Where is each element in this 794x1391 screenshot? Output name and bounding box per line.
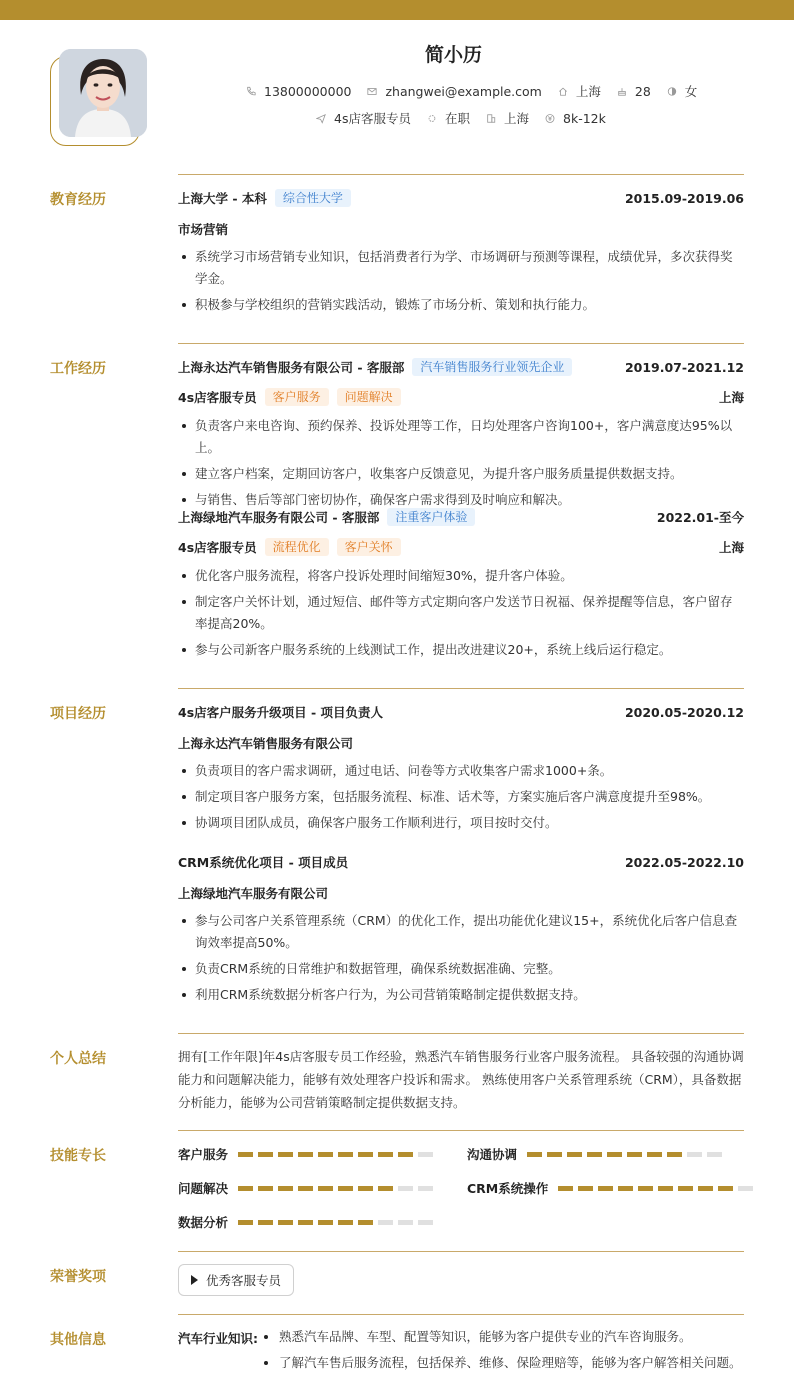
- skill-segment: [418, 1220, 433, 1225]
- award-name: 优秀客服专员: [206, 1273, 282, 1288]
- skill-name: 问题解决: [178, 1181, 229, 1196]
- skill-segment: [278, 1152, 293, 1157]
- project-2-bullets: [178, 910, 744, 1010]
- skill-level-bar: [238, 1220, 438, 1225]
- skill-segment: [378, 1152, 393, 1157]
- skill-segment: [278, 1220, 293, 1225]
- skill-segment: [627, 1152, 642, 1157]
- skill-item: [178, 1213, 438, 1231]
- project-name: 4s店客户服务升级项目 - 项目负责人: [178, 705, 384, 720]
- mail-icon: [367, 86, 377, 96]
- target-city-item: [486, 109, 529, 127]
- skill-segment: [278, 1186, 293, 1191]
- skill-name: CRM系统操作: [467, 1181, 549, 1196]
- skill-level-bar: [527, 1152, 727, 1157]
- skill-level-bar: [558, 1186, 758, 1191]
- section-title-summary: 个人总结: [50, 1051, 106, 1067]
- list-item: 系统学习市场营销专业知识，包括消费者行为学、市场调研与预测等课程，成绩优异，多次获得奖学金。: [178, 246, 744, 290]
- project-date: 2020.05-2020.12: [624, 704, 744, 720]
- skill-item: [178, 1179, 438, 1197]
- project-date: 2022.05-2022.10: [624, 854, 744, 870]
- list-item: 了解汽车售后服务流程，包括保养、维修、保险理赔等，能够为客户解答相关问题。: [262, 1352, 752, 1374]
- section-title-skills: 技能专长: [50, 1148, 106, 1164]
- skill-segment: [238, 1152, 253, 1157]
- education-date: 2015.09-2019.06: [624, 190, 744, 206]
- company-tag: 汽车销售服务行业领先企业: [412, 358, 572, 376]
- skill-segment: [398, 1152, 413, 1157]
- section-title-education: 教育经历: [50, 192, 106, 208]
- school-tag: 综合性大学: [275, 189, 351, 207]
- phone-text: 13800000000: [264, 83, 352, 99]
- phone-item: [246, 84, 351, 99]
- skill-item: [178, 1145, 438, 1163]
- age-item: [617, 84, 651, 99]
- work-1-role: [178, 388, 744, 406]
- skill-segment: [258, 1152, 273, 1157]
- list-item: 制定项目客户服务方案，包括服务流程、标准、话术等，方案实施后客户满意度提升至98%。: [178, 786, 744, 808]
- role-name: 4s店客服专员: [178, 540, 257, 555]
- skill-segment: [547, 1152, 562, 1157]
- skill-item: [467, 1145, 727, 1163]
- skill-segment: [738, 1186, 753, 1191]
- gender-item: [667, 82, 698, 100]
- skill-segment: [398, 1186, 413, 1191]
- project-1-bullets: [178, 760, 744, 838]
- skill-segment: [678, 1186, 693, 1191]
- list-item: 优化客户服务流程，将客户投诉处理时间缩短30%，提升客户体验。: [178, 565, 744, 587]
- education-major: 市场营销: [178, 222, 229, 237]
- role-name: 4s店客服专员: [178, 390, 257, 405]
- location-text: 上海: [575, 84, 601, 99]
- target-job-text: 4s店客服专员: [334, 111, 411, 126]
- section-divider: [178, 1130, 744, 1131]
- other-list: [262, 1326, 752, 1378]
- project-2-header: [178, 853, 744, 871]
- skill-segment: [687, 1152, 702, 1157]
- skill-segment: [338, 1152, 353, 1157]
- skill-segment: [358, 1186, 373, 1191]
- section-title-other: 其他信息: [50, 1332, 106, 1348]
- skill-segment: [238, 1186, 253, 1191]
- skill-segment: [358, 1220, 373, 1225]
- skill-segment: [258, 1220, 273, 1225]
- list-item: 参与公司新客户服务系统的上线测试工作，提出改进建议20+，系统上线后运行稳定。: [178, 639, 744, 661]
- section-divider: [178, 1314, 744, 1315]
- skill-segment: [698, 1186, 713, 1191]
- skill-segment: [567, 1152, 582, 1157]
- work-2-bullets: [178, 565, 744, 665]
- award-badge[interactable]: [178, 1264, 294, 1296]
- project-org: 上海永达汽车销售服务有限公司: [178, 736, 354, 751]
- skill-name: 客户服务: [178, 1147, 229, 1162]
- summary-text: 拥有[工作年限]年4s店客服专员工作经验，熟悉汽车销售服务行业客户服务流程。 具备较强的沟通协调能力和问题解决能力，能够有效处理客户投诉和需求。 熟练使用客户关系管理系统（CRM），具备数据分析能力，能够为公司营销策略制定提供数据支持。: [178, 1049, 744, 1110]
- role-tag: 问题解决: [337, 388, 401, 406]
- skill-segment: [338, 1186, 353, 1191]
- skill-segment: [667, 1152, 682, 1157]
- work-city: 上海: [718, 540, 744, 555]
- skill-segment: [658, 1186, 673, 1191]
- work-city: 上海: [718, 390, 744, 405]
- section-title-project: 项目经历: [50, 706, 106, 722]
- list-item: 利用CRM系统数据分析客户行为，为公司营销策略制定提供数据支持。: [178, 984, 744, 1006]
- skill-segment: [318, 1220, 333, 1225]
- work-1-bullets: [178, 415, 744, 515]
- send-icon: [316, 113, 326, 123]
- salary-item: [545, 111, 606, 126]
- skill-segment: [338, 1220, 353, 1225]
- work-2-header: [178, 508, 744, 526]
- list-item: 负责客户来电咨询、预约保养、投诉处理等工作，日均处理客户咨询100+，客户满意度达95%以上。: [178, 415, 744, 459]
- section-divider: [178, 1251, 744, 1252]
- email-text: zhangwei@example.com: [385, 83, 542, 99]
- home-icon: [558, 86, 568, 96]
- list-item: 负责CRM系统的日常维护和数据管理，确保系统数据准确、完整。: [178, 958, 744, 980]
- status-item: [427, 109, 470, 127]
- project-1-header: [178, 703, 744, 721]
- email-item: [367, 84, 541, 99]
- skill-segment: [378, 1220, 393, 1225]
- list-item: 与销售、售后等部门密切协作，确保客户需求得到及时响应和解决。: [178, 489, 744, 511]
- skill-segment: [707, 1152, 722, 1157]
- skill-name: 沟通协调: [467, 1147, 518, 1162]
- target-city-text: 上海: [503, 111, 529, 126]
- list-item: 负责项目的客户需求调研，通过电话、问卷等方式收集客户需求1000+条。: [178, 760, 744, 782]
- skill-segment: [607, 1152, 622, 1157]
- skill-segment: [358, 1152, 373, 1157]
- skill-segment: [578, 1186, 593, 1191]
- gender-text: 女: [684, 84, 698, 99]
- project-name: CRM系统优化项目 - 项目成员: [178, 855, 349, 870]
- work-2-role: [178, 538, 744, 556]
- section-divider: [178, 174, 744, 175]
- skill-segment: [418, 1186, 433, 1191]
- skill-segment: [598, 1186, 613, 1191]
- project-org: 上海绿地汽车服务有限公司: [178, 886, 329, 901]
- section-title-honors: 荣誉奖项: [50, 1269, 106, 1285]
- other-label: 汽车行业知识:: [178, 1331, 258, 1346]
- section-title-work: 工作经历: [50, 361, 106, 377]
- skill-segment: [298, 1220, 313, 1225]
- company-name: 上海绿地汽车服务有限公司 - 客服部: [178, 510, 380, 525]
- target-job-item: [316, 109, 411, 127]
- education-header: [178, 189, 744, 207]
- skill-segment: [558, 1186, 573, 1191]
- list-item: 协调项目团队成员，确保客户服务工作顺利进行，项目按时交付。: [178, 812, 744, 834]
- skill-segment: [638, 1186, 653, 1191]
- skill-segment: [258, 1186, 273, 1191]
- work-date: 2022.01-至今: [656, 510, 744, 525]
- skill-segment: [298, 1152, 313, 1157]
- company-name: 上海永达汽车销售服务有限公司 - 客服部: [178, 360, 405, 375]
- location-item: [558, 82, 601, 100]
- skill-segment: [718, 1186, 733, 1191]
- salary-icon: [545, 113, 555, 123]
- role-tag: 客户关怀: [337, 538, 401, 556]
- skill-segment: [298, 1186, 313, 1191]
- skill-segment: [318, 1186, 333, 1191]
- work-1-header: [178, 358, 744, 376]
- skill-level-bar: [238, 1152, 438, 1157]
- building-icon: [486, 113, 496, 123]
- skill-segment: [378, 1186, 393, 1191]
- company-tag: 注重客户体验: [387, 508, 475, 526]
- skill-segment: [398, 1220, 413, 1225]
- contact-row: [246, 82, 713, 100]
- top-accent-bar: [0, 0, 794, 20]
- list-item: 制定客户关怀计划，通过短信、邮件等方式定期向客户发送节日祝福、保养提醒等信息，客户留存率提高20%。: [178, 591, 744, 635]
- skill-segment: [587, 1152, 602, 1157]
- cake-icon: [617, 86, 627, 96]
- list-item: 参与公司客户关系管理系统（CRM）的优化工作，提出功能优化建议15+，系统优化后客户信息查询效率提高50%。: [178, 910, 744, 954]
- list-item: 积极参与学校组织的营销实践活动，锻炼了市场分析、策划和执行能力。: [178, 294, 744, 316]
- work-date: 2019.07-2021.12: [624, 359, 744, 375]
- section-divider: [178, 343, 744, 344]
- section-divider: [178, 688, 744, 689]
- status-text: 在职: [444, 111, 470, 126]
- skill-segment: [527, 1152, 542, 1157]
- list-item: 建立客户档案，定期回访客户，收集客户反馈意见，为提升客户服务质量提供数据支持。: [178, 463, 744, 485]
- skill-segment: [238, 1220, 253, 1225]
- job-intent-row: [316, 109, 622, 127]
- status-icon: [427, 113, 437, 123]
- skill-name: 数据分析: [178, 1215, 229, 1230]
- skill-segment: [318, 1152, 333, 1157]
- phone-icon: [246, 86, 256, 96]
- list-item: 熟悉汽车品牌、车型、配置等知识，能够为客户提供专业的汽车咨询服务。: [262, 1326, 752, 1348]
- section-divider: [178, 1033, 744, 1034]
- skill-segment: [418, 1152, 433, 1157]
- salary-text: 8k-12k: [563, 110, 606, 126]
- caret-right-icon: [191, 1275, 198, 1285]
- skill-segment: [618, 1186, 633, 1191]
- skill-segment: [647, 1152, 662, 1157]
- age-text: 28: [634, 83, 651, 99]
- skill-item: [467, 1179, 758, 1197]
- school-name: 上海大学 - 本科: [178, 191, 267, 206]
- gender-icon: [667, 86, 677, 96]
- education-bullets: [178, 246, 744, 320]
- skill-level-bar: [238, 1186, 438, 1191]
- role-tag: 流程优化: [265, 538, 329, 556]
- candidate-name: 简小历: [424, 44, 482, 66]
- role-tag: 客户服务: [265, 388, 329, 406]
